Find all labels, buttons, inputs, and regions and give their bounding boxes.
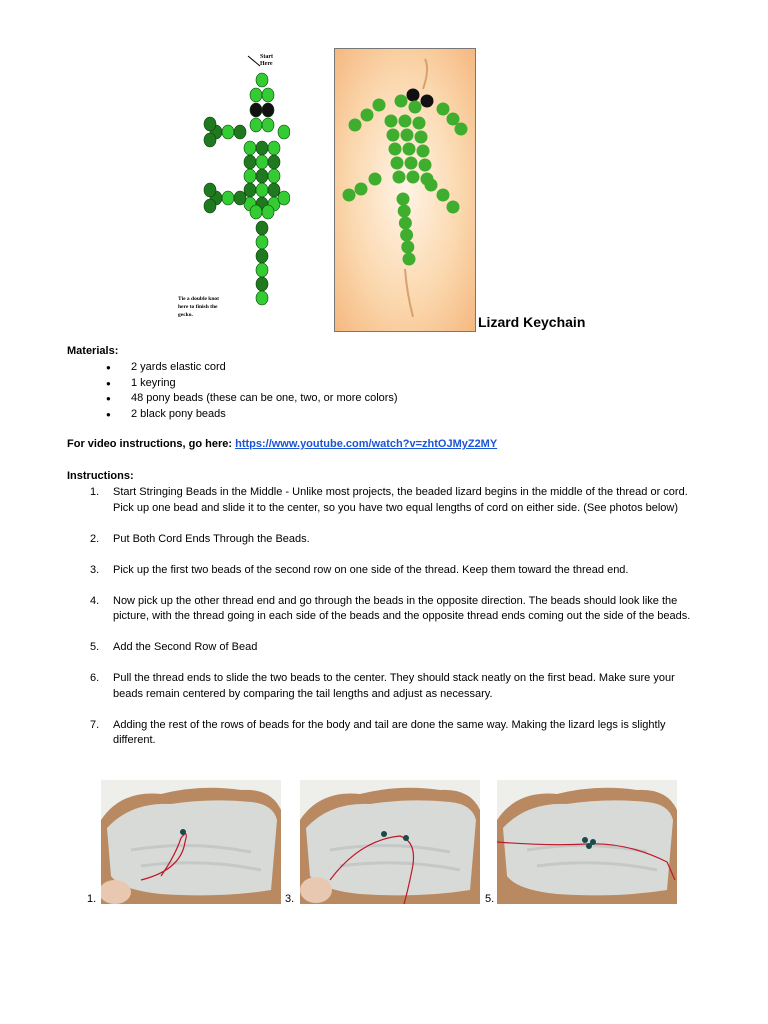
photo-bead: [401, 241, 414, 254]
step-text: Pull the thread ends to slide the two beads to the center. They should stack neatly on the first bead. Make sure your beads remain centered by comparing the tail lengths and adjust as necessary.: [113, 672, 675, 700]
bead: [256, 183, 268, 197]
knot-label-3: gecko.: [178, 312, 193, 318]
photo-bead: [399, 115, 412, 128]
materials-heading: Materials:: [67, 345, 119, 357]
materials-item: ● 1 keyring: [106, 376, 398, 392]
bead: [256, 291, 268, 305]
instruction-step: [67, 563, 707, 579]
step-number: 5.: [90, 641, 100, 653]
step-text: Pick up the first two beads of the second row on one side of the thread. Keep them toward the thread end.: [113, 563, 629, 576]
start-here-label-2: Here: [260, 61, 273, 67]
photo-bead: [399, 217, 412, 230]
instruction-step: [67, 532, 707, 548]
bead: [262, 205, 274, 219]
photo-bead: [403, 253, 416, 266]
instruction-step: [67, 594, 707, 625]
knot-label-1: Tie a double knot: [178, 296, 220, 302]
photo-bead: [413, 117, 426, 130]
step-text: Now pick up the other thread end and go through the beads in the opposite direction. The beads should look like the picture, with the thread going in each side of the beads and the opposite thread ends coming out the side of the beads.: [113, 594, 691, 622]
step-number: 1.: [90, 486, 100, 498]
bead: [256, 235, 268, 249]
photo-bead: [419, 159, 432, 172]
step-number: 4.: [90, 594, 100, 607]
photo-bead: [407, 171, 420, 184]
bead: [250, 103, 262, 117]
photo-bead: [409, 101, 422, 114]
photo-bead: [398, 205, 411, 218]
bead: [268, 155, 280, 169]
video-link[interactable]: https://www.youtube.com/watch?v=zhtOJMyZ2MY: [235, 438, 498, 450]
materials-item: ● 2 yards elastic cord: [106, 360, 398, 376]
instructions-list: [67, 485, 707, 764]
photo-bead: [385, 115, 398, 128]
instruction-step: [67, 718, 707, 749]
bead: [262, 103, 274, 117]
step-photo-5: [497, 780, 677, 904]
start-arrow-icon: [248, 56, 260, 66]
materials-item: ● 2 black pony beads: [106, 407, 398, 423]
bead: [204, 183, 216, 197]
photo-bead: [397, 193, 410, 206]
lizard-keychain-photo: [334, 48, 476, 332]
bead: [244, 155, 256, 169]
materials-list: [106, 360, 398, 422]
bead: [256, 221, 268, 235]
bead: [204, 133, 216, 147]
bead: [256, 277, 268, 291]
photo-bead: [373, 99, 386, 112]
step-text: Adding the rest of the rows of beads for the body and tail are done the same way. Making the lizard legs is slightly different.: [113, 718, 666, 746]
knot-label-2: here to finish the: [178, 304, 218, 310]
bead: [256, 249, 268, 263]
photo-bead: [395, 95, 408, 108]
step-photo-3: [300, 780, 480, 904]
photo-bead: [349, 119, 362, 132]
materials-item: ● 48 pony beads (these can be one, two, or more colors): [106, 391, 398, 407]
step-text: Start Stringing Beads in the Middle - Unlike most projects, the beaded lizard begins in the middle of the thread or cord. Pick up one bead and slide it to the center, so you have two equal lengths of cord on either side. (See photos below): [113, 486, 688, 514]
photo-bead: [405, 157, 418, 170]
bead: [222, 191, 234, 205]
step-number: 3.: [90, 563, 100, 576]
bead: [204, 199, 216, 213]
photo-bead: [387, 129, 400, 142]
bead: [244, 183, 256, 197]
photo-bead: [415, 131, 428, 144]
photo-bead: [355, 183, 368, 196]
photo-bead: [401, 129, 414, 142]
bead-pattern-diagram: [170, 50, 290, 330]
bead: [244, 141, 256, 155]
bead: [250, 205, 262, 219]
bead: [256, 155, 268, 169]
bead: [256, 73, 268, 87]
photo-bead: [407, 89, 420, 102]
photo-bead: [369, 173, 382, 186]
bead: [278, 125, 290, 139]
video-label: For video instructions, go here:: [67, 438, 233, 450]
step-text: Put Both Cord Ends Through the Beads.: [113, 532, 310, 545]
step-number: 7.: [90, 718, 100, 731]
photo-label: 3.: [285, 893, 295, 905]
page-title: Lizard Keychain: [478, 314, 586, 330]
photo-bead: [361, 109, 374, 122]
bead: [256, 169, 268, 183]
photo-bead: [455, 123, 468, 136]
photo-label: 1.: [87, 893, 97, 905]
bead: [268, 183, 280, 197]
bead: [234, 125, 246, 139]
bead: [250, 118, 262, 132]
start-here-label: Start: [260, 54, 273, 60]
photo-bead: [389, 143, 402, 156]
bead: [278, 191, 290, 205]
bead: [262, 88, 274, 102]
photo-bead: [421, 95, 434, 108]
bead: [234, 191, 246, 205]
bead: [250, 88, 262, 102]
video-line: [67, 438, 497, 450]
bead: [222, 125, 234, 139]
photo-bead: [391, 157, 404, 170]
photo-bead: [437, 189, 450, 202]
bead: [256, 263, 268, 277]
photo-bead: [403, 143, 416, 156]
instruction-step: [67, 671, 707, 702]
photo-bead: [437, 103, 450, 116]
step-text: Add the Second Row of Bead: [113, 641, 258, 653]
step-number: 2.: [90, 532, 100, 545]
instruction-step: [67, 485, 707, 516]
photo-bead: [417, 145, 430, 158]
photo-bead: [447, 201, 460, 214]
instructions-heading: Instructions:: [67, 470, 134, 482]
bead: [268, 169, 280, 183]
photo-bead: [400, 229, 413, 242]
bead: [262, 118, 274, 132]
bead: [268, 141, 280, 155]
photo-bead: [343, 189, 356, 202]
step-photo-1: [101, 780, 281, 904]
bead: [204, 117, 216, 131]
bead: [244, 169, 256, 183]
photo-bead: [393, 171, 406, 184]
photo-label: 5.: [485, 893, 495, 905]
instruction-step: [67, 640, 707, 656]
step-number: 6.: [90, 672, 100, 684]
photo-bead: [425, 179, 438, 192]
bead: [256, 141, 268, 155]
